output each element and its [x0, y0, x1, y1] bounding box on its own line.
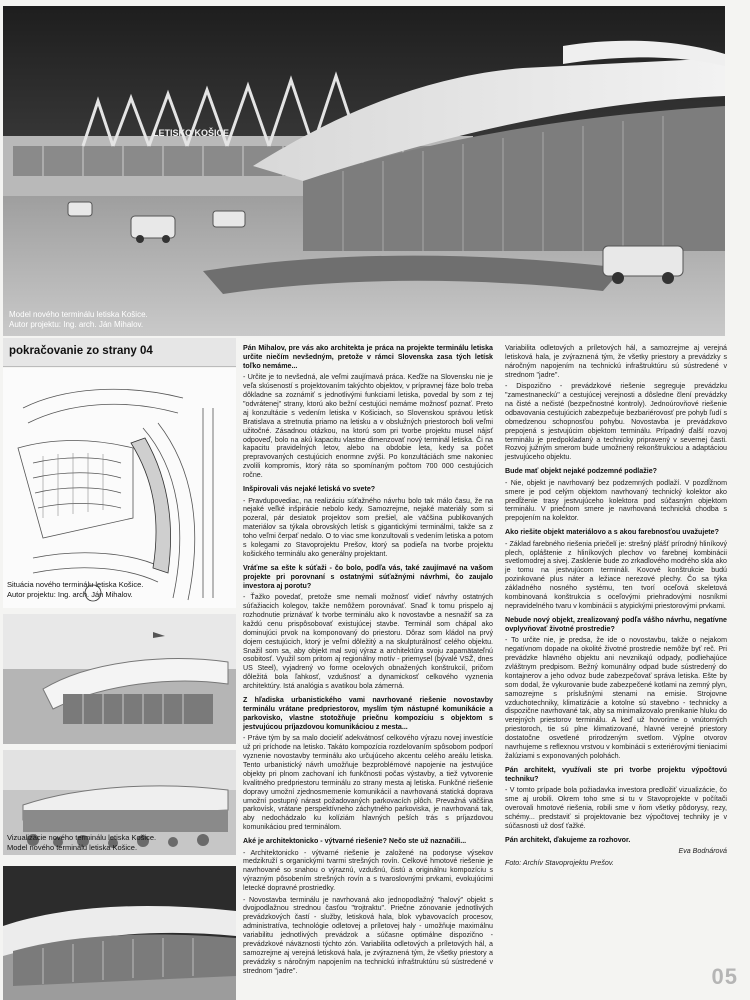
- interview-question: Pán architekt, ďakujeme za rozhovor.: [505, 835, 631, 844]
- page-number: 05: [711, 964, 738, 989]
- visualization-caption-line1: Vizualizácie nového terminálu letiska Košice.: [7, 833, 157, 842]
- interview-question: Z hľadiska urbanistického vami navrhované riešenie novostavby terminálu vrátane predpriestorov, myslím tým nástupné komunikácie a parkovisko, vlastne stotožňuje priečnu kompozíciu s objektom s jestvujúcou príjazdovou komunikáciou z mesta...: [243, 696, 493, 731]
- hero-caption: [9, 310, 148, 330]
- site-plan-caption-line1: Situácia nového terminálu letiska Košice.: [7, 580, 144, 589]
- visualization-1: [3, 614, 236, 744]
- interview-question: Pán architekt, využívali ste pri tvorbe projektu výpočtovú techniku?: [505, 765, 727, 783]
- interview-answer: Variabilita odletových a príletových hál, a samozrejme aj verejná letisková hala, je zvýraznená tým, že všetky priestory a prevádzky s náročným napojením na technickú infraštruktúru sú sústredené v strednom "jadre".: [505, 344, 727, 379]
- interview-question: Bude mať objekt nejaké podzemné podlažie?: [505, 467, 658, 476]
- hero-caption-line1: Model nového terminálu letiska Košice.: [9, 310, 148, 319]
- site-plan-figure: [3, 368, 236, 608]
- article-column-2: [505, 344, 727, 870]
- site-plan-caption-line2: Autor projektu: Ing. arch. Ján Mihalov.: [7, 589, 133, 599]
- interview-answer: - To určite nie, je predsa, že ide o novostavbu, takže o nejakom negatívnom dopade na okolité životné prostredie nemôže byť reč. Pri prevádzke hlavného objektu ani nevznikajú odpady, podliehajúce zvláštnym predpisom. Bežný komunálny odpad bude sústredený do kontajnerov a jeho odvoz bude zabezpečovať správa letiska. Ešte by som dodal, že vykurovanie bude zabezpečené kotlami na zemný plyn, samozrejme s príslušnými stenami na emisie. Strojovne vzduchotechniky, klimatizácie a kotolne sú stavebno - technicky a dispozične navrhované tak, aby sa minimalizovalo prenikanie hluku do verejných priestorov terminálu. A keď už hovoríme o vnútorných priestoroch, tie sú plne klimatizované, hlavné verejné priestory dostatočne osvetlené prirodzeným svetlom. Výplne otvorov navrhujeme s reflexnou vrstvou v kombinácii s exteriérovými tieniacimi žalúziami s exponovaných polohách.: [505, 636, 727, 760]
- interview-question: Nebude nový objekt, zrealizovaný podľa vášho návrhu, negatívne ovplyvňovať životné prostredie?: [505, 615, 727, 633]
- interview-question: Ako riešite objekt materiálovo a s akou farebnosťou uvažujete?: [505, 528, 719, 537]
- visualization-2: [3, 750, 236, 855]
- interview-answer: - Práve tým by sa malo docieliť adekvátnosť celkového výrazu novej investície už pri príchode na letisko. Takáto kompozícia rozdelovaním spôsobom podporí vyznenie novostavby terminálu ako určujúceho akcentu celého areálu letiska. Tento urbanistický návrh umožňuje bezproblémové napojenie na jestvujúce objekty pri plnom zachovaní ich funkčnosti počas výstavby, a tiež vytvorenie kvalitného predpriestoru terminálu zo strany mesta aj letiska. Funkčné riešenie dopravy umožní zjednosmernenie komunikácií a navrhovaná statická doprava umožní postupný nárast požadovaných parkovacích plôch. Prevažná väčšina parkovísk, vrátane perspektívneho záchytného parkoviska, je navrhovaná tak, aby nedochádzalo ku kolíziám hlavných peších trás s príjazdovou komunikáciou pred terminálom.: [243, 734, 493, 832]
- building-sign: LETISKO KOŠICE: [153, 128, 230, 138]
- interview-answer: - Nie, objekt je navrhovaný bez podzemných podlaží. V pozdĺžnom smere je pod celým objektom navrhovaný technický kolektor ako predĺženie trasy jestvujúceho kolektora pod súčasným objektom terminálu. V priečnom smere je navrhovaná technická chodba s prepojením na kolektor.: [505, 478, 727, 523]
- visualization-1-drawing: [3, 614, 236, 744]
- article-column-1: [243, 344, 493, 978]
- photo-credit: Foto: Archív Stavoprojektu Prešov.: [505, 858, 614, 867]
- site-plan-caption: [7, 580, 143, 599]
- visualization-caption-line2: Model nového terminálu letiska Košice.: [7, 842, 138, 852]
- author-signature: Eva Bodnárová: [678, 847, 727, 856]
- interview-answer: - Architektonicko - výtvarné riešenie je založené na podorysе výsekov medzikruží s organickými tvarmi strešných rovín. Celkové hmotové riešenie je navrhované so snahou o výraznú, vzdušnú, čistú a originálnu kompozíciu s výrazným pôsobením strešných rovín a s tvaroslovnými prvkami, evokujúcimi letecké dopravné prostriedky.: [243, 848, 493, 893]
- interview-answer: - Základ farebného riešenia priečelí je: strešný plášť prírodný hliníkový plech, opláštenie z hliníkových plechov vo farebnej kombinácii svetlomodrej a sivej. Zasklenie bude zo zrkadlového modrého skla ako je tomu na jestvujúcom termináli. Kovové konštrukcie budú pozinkované plus náter a ležiace nerezové plechy. Čo sa týka základného nosného systému, ten tvorí oceľová skeletová kombinovaná konštrukcia s oceľovými priehradovými nosníkmi nepravidelného tvaru v kombinácii s atypickými priestorovými prvkami.: [505, 539, 727, 610]
- model-photo-bottom: [3, 866, 236, 1000]
- continued-header: [3, 338, 236, 367]
- interview-answer: - V tomto prípade bola požiadavka investora predložiť vizualizácie, čo sme aj urobili. Okrem toho sme si tu v Stavoprojekte v počítači overovali hmotové riešenia, robili sme v ňom všetky pôdorysy, rezy, schémy... predstaviť si projektovanie bez výpočtovej techniky je v súčasnosti už dosť ťažké.: [505, 786, 727, 830]
- interview-answer: - Určite je to nevšedná, ale veľmi zaujímavá práca. Keďže na Slovensku nie je veľa skúseností s projektovaním takýchto objektov, v prípravnej fáze bolo treba dôkladne sa zoznámiť s jednotlivými funkciami letiska, povedal by som z tej "odvrátenej" strany, ktorú ako bežní cestujúci nemáme možnosť poznať. Preto aj konzultácie s vedením letiska v Košiciach, so Slovenskou správou letísk Bratislava a stretnutia priamo na letisku a v obslužných priestoroch boli veľmi užitočné. Zásadnou otázkou, na ktorú som pri tvorbe projektu musel nájsť odpoveď, bolo na akú kapacitu vlastne dimenzovať nový terminál letiska. Či na kapacitu pravidelných letov, alebo na obdobie leta, kedy sa počet prepravovaných cestujúcich enormne zvýši. Po konzultáciách sme nakoniec zvolili kompromis, ktorý ráta so spomínaným počtom 700 000 cestujúcich ročne.: [243, 373, 493, 480]
- interview-question: Vráťme sa ešte k súťaži - čo bolo, podľa vás, také zaujímavé na vašom projekte pri porovnaní s ostatnými súťažnými návrhmi, čo zaujalo investora aj porotu?: [243, 563, 493, 590]
- continued-label: pokračovanie zo strany 04: [9, 345, 153, 357]
- interview-answer: - Dispozično - prevádzkové riešenie segreguje prevádzku "zamestnaneckú" a cestujúcej verejnosti a dôsledne člení prevádzky na čisté a nečisté (bezpečnostné kontroly). Jednoúrovňové riešenie odbavovania cestujúcich zabezpečuje bezbariérovosť pre pohyb ľudí s obmedzenou schopnosťou pohybu. Novostavba je prevádzkovo prepojená s jestvujúcim objektom terminálu. Prípadný ďalší rozvoj terminálu je predpokladaný a technicky pripravený v severnej časti. Rozvoj južným smerom bude umožnený rekonštrukciou a adaptáciou jestvujúceho objektu.: [505, 382, 727, 462]
- interview-question: Aké je architektonicko - výtvarné riešenie? Nečo ste už naznačili...: [243, 837, 467, 846]
- left-column: [3, 338, 236, 1000]
- interview-question: Inšpirovali vás nejaké letiská vo svete?: [243, 485, 376, 494]
- interview-answer: - Pravdupovediac, na realizáciu súťažného návrhu bolo tak málo času, že na nejaké veľké inšpirácie nebolo kedy. Samozrejme, nejaké materiály som si pozeral, pár desiatok projektov som prešiel, ale väčšina publikovaných materiálov sa týkala obrovských letísk s gigantickými terminálmi, takže sa z toho veľmi čerpať nedalo. O to viac sme konzultovali s vedením letiska a potom s kolegami zo Stavoprojektu Prešov, ktorý sa podieľa na tvorbe projektu košického terminálu ako generálny projektant.: [243, 496, 493, 558]
- interview-answer: - Ťažko povedať, pretože sme nemali možnosť vidieť návrhy ostatných súťažiacich kolegov, takže nemôžem porovnávať. Snaď k tomu prispelo aj rozhodnutie priznávať k tvorbe terminálu ako k novostavbe a nesnažiť sa za každú cenu prispôsobovať existujúcej stavbe. Terminál som chápal ako dominujúci prvok na komponovaný do priestoru. Dôraz som kládol na prvý dojem cestujúcich, ktorý je veľmi dôležitý a na skulpturálnosť celého objektu. Snažil som sa, aby objekt mal svoj výraz a architektúra svoju zapamätateľnú osobitosť. Využil som pritom aj regionálny motív - priemysel (bývalé VSŽ, dnes US Steel), vyjadrený vo forme ocelových obnažených konštrukcií, pričom dôležitá bola ľahkosť, vzdušnosť a dynamickosť celkového vyznenia architektúry. Istá analógia s avatikou bola zámerná.: [243, 593, 493, 691]
- terminal-model-illustration: [3, 6, 725, 336]
- terminal-model-photo: [3, 6, 725, 336]
- model-photo-bottom-drawing: [3, 866, 236, 1000]
- interview-question: Pán Mihalov, pre vás ako architekta je práca na projekte terminálu letiska určite niečím nevšedným, pretože v rámci Slovenska zasa tých letísk toľko nemáme...: [243, 344, 493, 370]
- hero-caption-line2: Autor projektu: Ing. arch. Ján Mihalov.: [9, 320, 144, 329]
- article-column-2-body: [505, 344, 727, 845]
- visualization-caption: [7, 833, 156, 852]
- site-plan-drawing: [3, 368, 236, 608]
- interview-answer: - Novostavba terminálu je navrhovaná ako jednopodlažný "halový" objekt s dvojpodlažnou strednou časťou "trojtraktu". Priečne zónovanie jednotlivých prevádzkových častí - služby, letisková hala, blok vybavovacích procesov, administratíva, technológie odletovej a príletovej haly - umožňuje maximálnu variabilitu jednotlivých prevádzok a súčasne optimálne dispozično - prevádzkové náväznosti týchto zón. Variabilita odletových a príletových hál, a samozrejme aj verejná letisková hala, je zvýraznená tým, že všetky priestory a prevádzky s náročným napojením na technickú infraštruktúru sú sústredené v strednom "jadre".: [243, 895, 493, 975]
